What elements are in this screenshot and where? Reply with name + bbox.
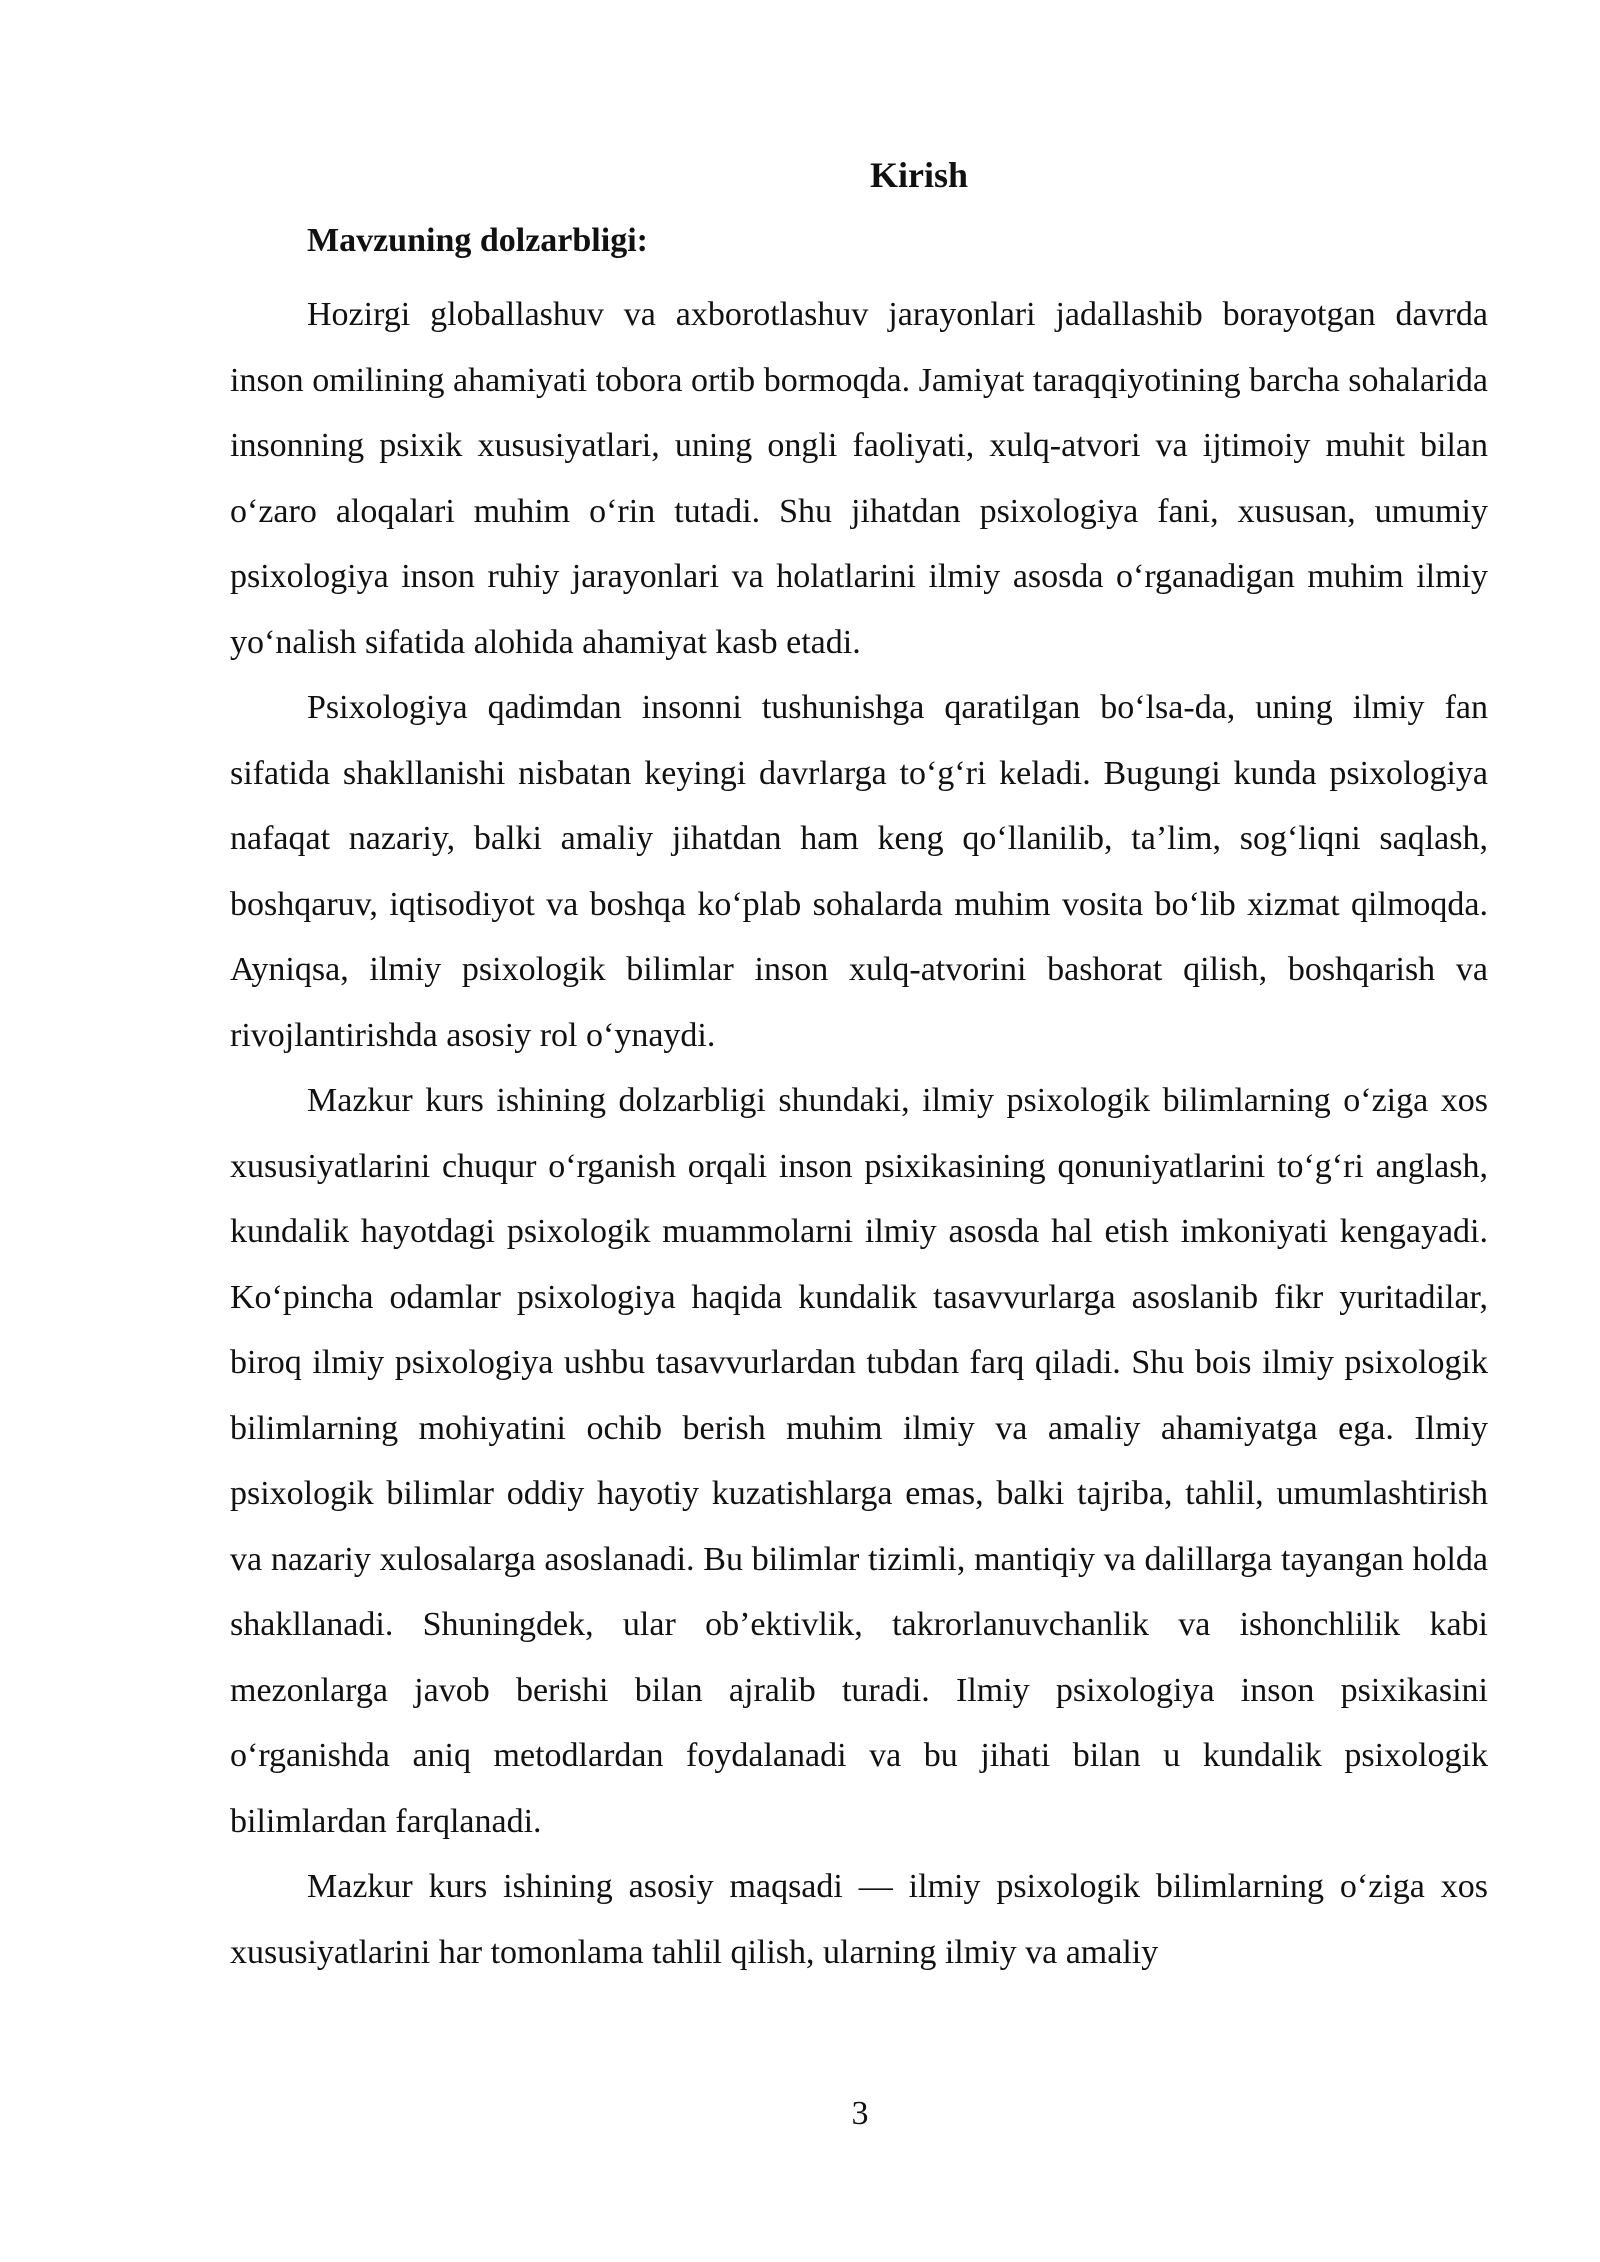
paragraph-3: Mazkur kurs ishining dolzarbligi shundaki, ilmiy psixologik bilimlarning o‘ziga xos xususiyatlarini chuqur o‘rganish orqali inson psixikasining qonuniyatlarini to‘g‘ri anglash, kundalik hayotdagi psixologik muammolarni ilmiy asosda hal etish imkoniyati kengayadi. Ko‘pincha odamlar psixologiya haqida kundalik tasavvurlarga asoslanib fikr yuritadilar, biroq ilmiy psixologiya ushbu tasavvurlardan tubdan farq qiladi. Shu bois ilmiy psixologik bilimlarning mohiyatini ochib berish muhim ilmiy va amaliy ahamiyatga ega. Ilmiy psixologik bilimlar oddiy hayotiy kuzatishlarga emas, balki tajriba, tahlil, umumlashtirish va nazariy xulosalarga asoslanadi. Bu bilimlar tizimli, mantiqiy va dalillarga tayangan holda shakllanadi. Shuningdek, ular ob’ektivlik, takrorlanuvchanlik va ishonchlilik kabi mezonlarga javob berishi bilan ajralib turadi. Ilmiy psixologiya inson psixikasini o‘rganishda aniq metodlardan foydalanadi va bu jihati bilan u kundalik psixologik bilimlardan farqlanadi. — [230, 1082, 1488, 1840]
page-number: 3 — [851, 2095, 869, 2132]
section-heading: Mavzuning dolzarbligi: — [307, 222, 648, 259]
page-title: Kirish — [869, 155, 968, 195]
paragraph-4: Mazkur kurs ishining asosiy maqsadi — ilmiy psixologik bilimlarning o‘ziga xos xususiyatlarini har tomonlama tahlil qilish, ularning ilmiy va amaliy — [230, 1868, 1488, 1971]
paragraph-1: Hozirgi globallashuv va axborotlashuv jarayonlari jadallashib borayotgan davrda inson omilining ahamiyati tobora ortib bormoqda. Jamiyat taraqqiyotining barcha sohalarida insonning psixik xususiyatlari, uning ongli faoliyati, xulq-atvori va ijtimoiy muhit bilan o‘zaro aloqalari muhim o‘rin tutadi. Shu jihatdan psixologiya fani, xususan, umumiy psixologiya inson ruhiy jarayonlari va holatlarini ilmiy asosda o‘rganadigan muhim ilmiy yo‘nalish sifatida alohida ahamiyat kasb etadi. — [230, 296, 1488, 661]
paragraph-2: Psixologiya qadimdan insonni tushunishga qaratilgan bo‘lsa-da, uning ilmiy fan sifatida shakllanishi nisbatan keyingi davrlarga to‘g‘ri keladi. Bugungi kunda psixologiya nafaqat nazariy, balki amaliy jihatdan ham keng qo‘llanilib, ta’lim, sog‘liqni saqlash, boshqaruv, iqtisodiyot va boshqa ko‘plab sohalarda muhim vosita bo‘lib xizmat qilmoqda. Ayniqsa, ilmiy psixologik bilimlar inson xulq-atvorini bashorat qilish, boshqarish va rivojlantirishda asosiy rol o‘ynaydi. — [230, 689, 1488, 1054]
document-body — [230, 150, 1488, 1985]
